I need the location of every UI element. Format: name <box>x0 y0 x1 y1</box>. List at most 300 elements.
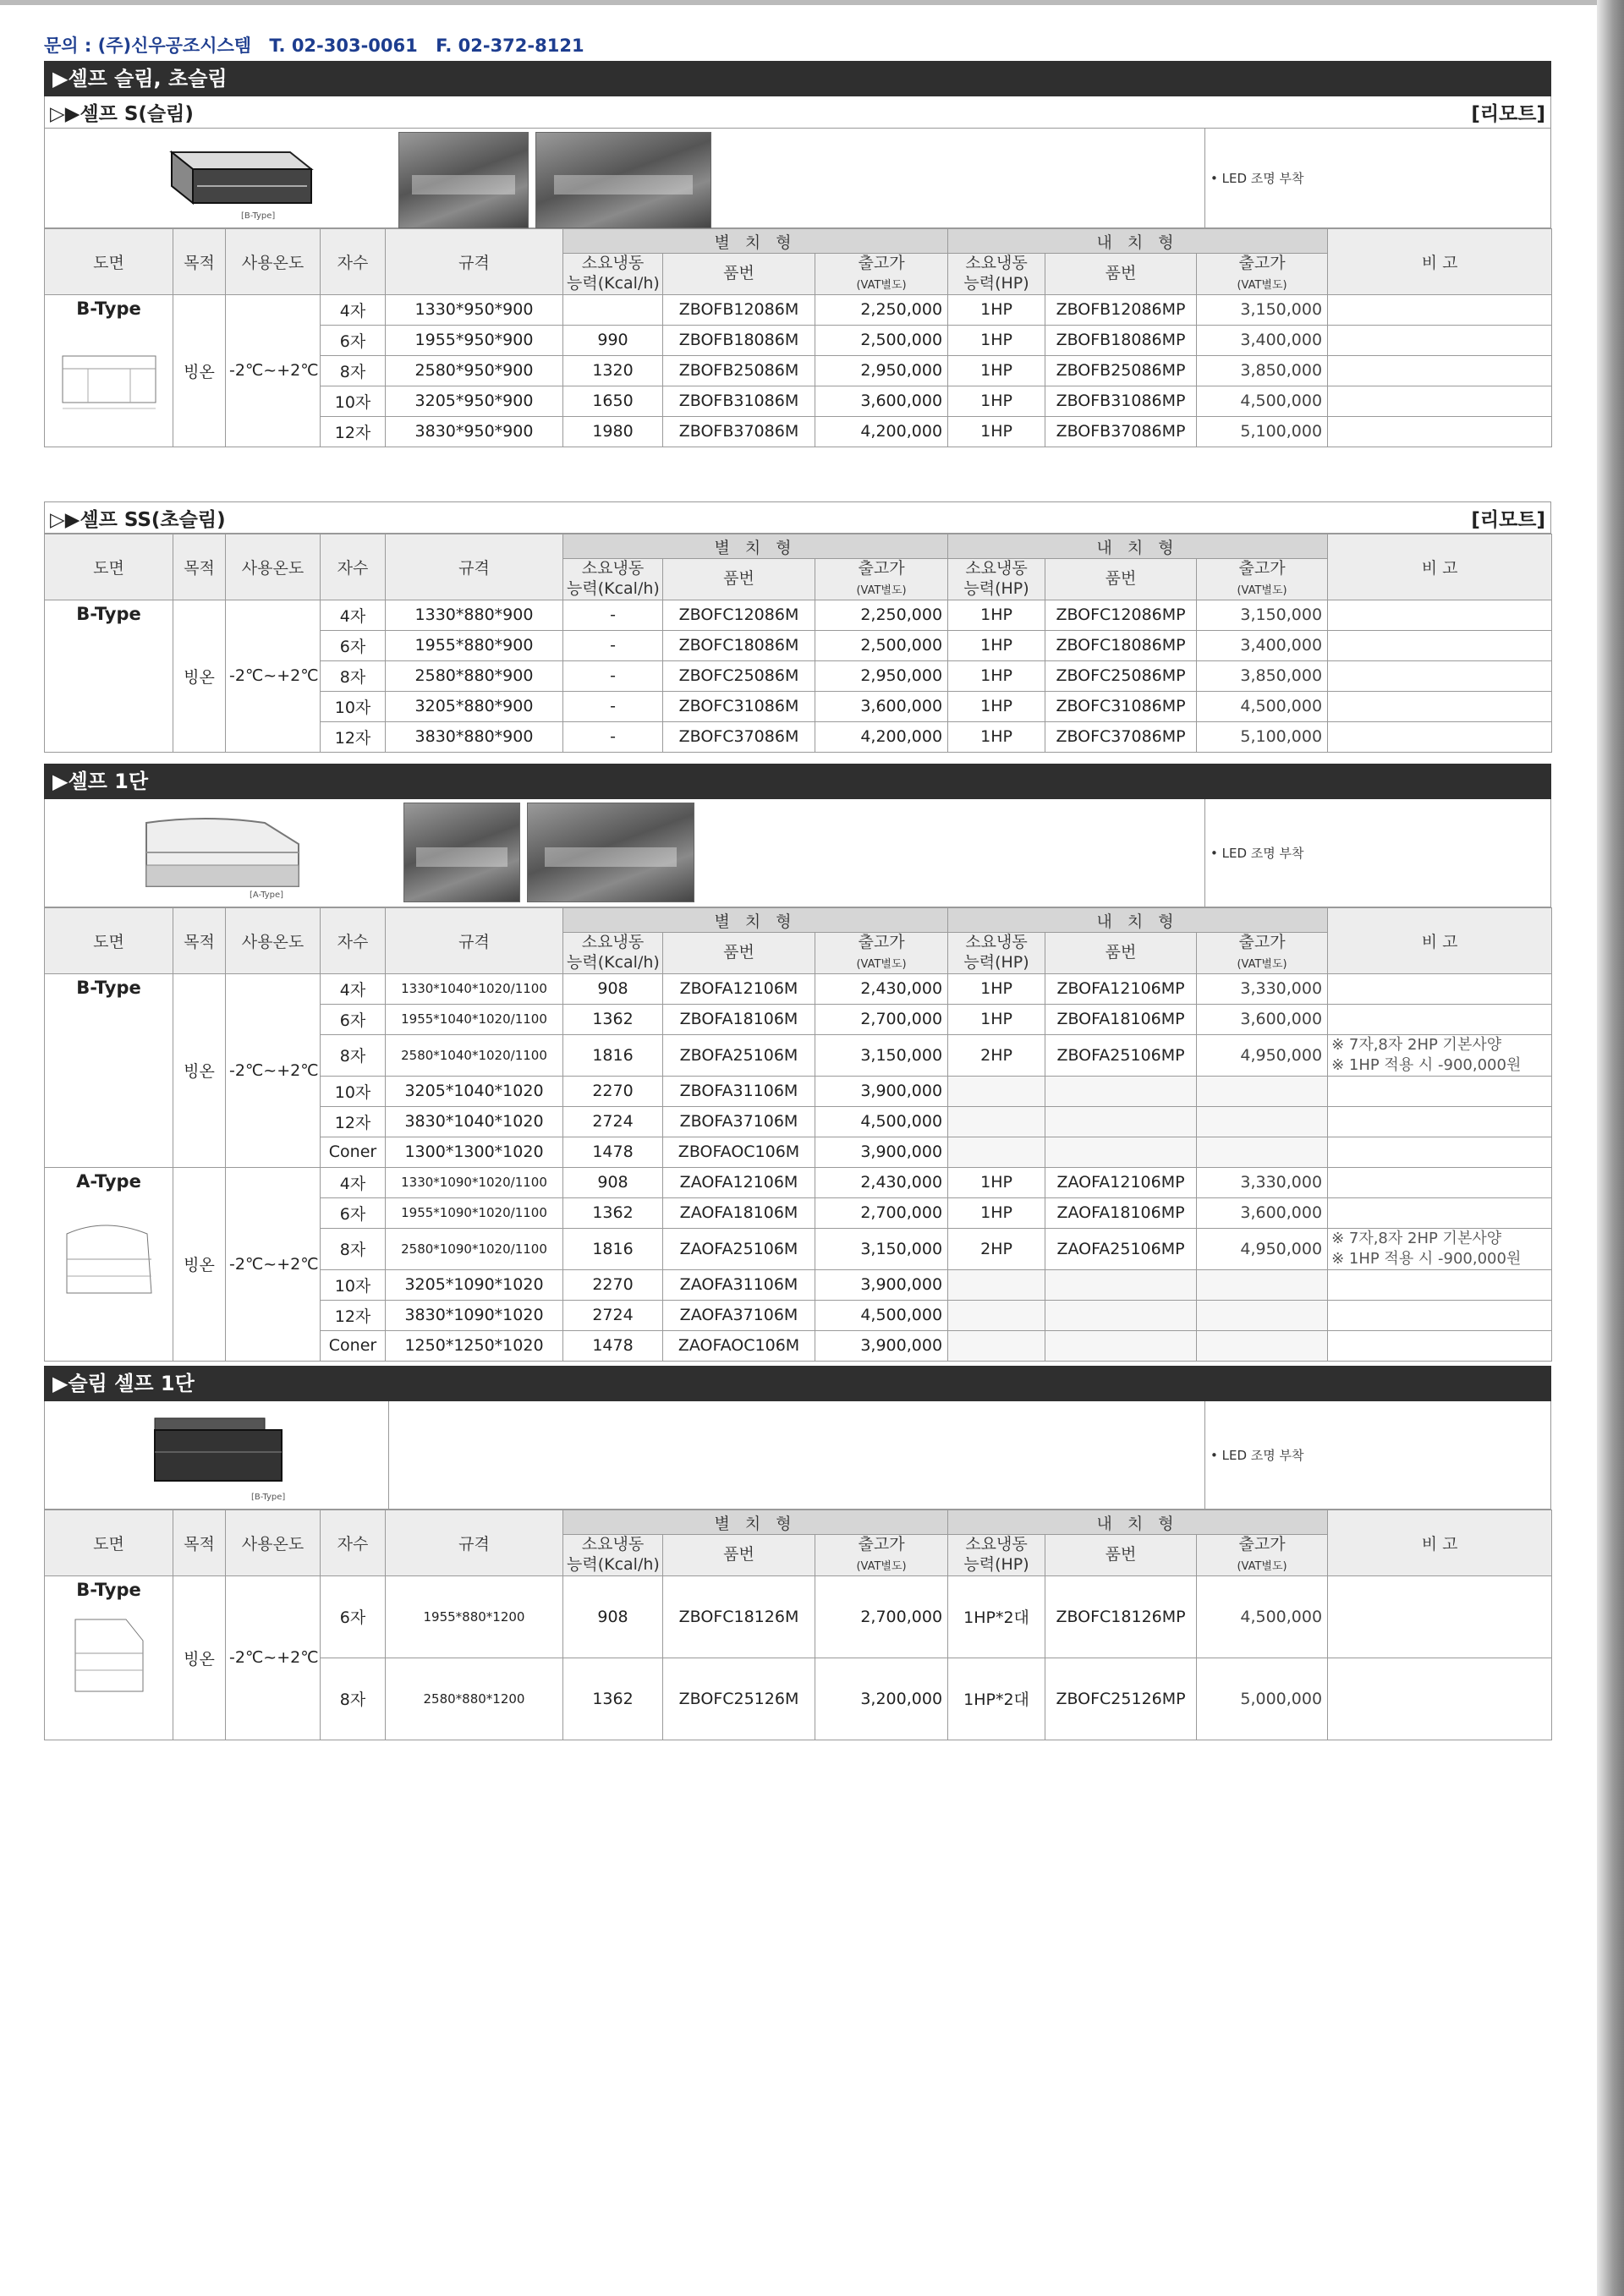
remote-tag: [리모트] <box>1471 103 1545 125</box>
spec-cell: 2580*880*1200 <box>386 1658 563 1740</box>
showcase-drawing-icon <box>129 806 324 901</box>
hp-cell: 1HP <box>948 600 1045 630</box>
col-drawing: 도면 <box>45 229 173 295</box>
note-cell <box>1328 325 1552 355</box>
section-slim-self-1tier <box>44 1366 1551 1740</box>
spec-cell: 1955*1090*1020/1100 <box>386 1197 563 1228</box>
price2-cell: 4,950,000 <box>1197 1034 1328 1076</box>
model-cell: ZBOFB12086M <box>663 294 815 325</box>
hp-cell <box>948 1076 1045 1106</box>
price2-cell <box>1197 1076 1328 1106</box>
size-cell: Coner <box>321 1137 386 1167</box>
hp-cell <box>948 1106 1045 1137</box>
capacity-cell: 1816 <box>563 1228 663 1269</box>
model2-cell: ZBOFB12086MP <box>1045 294 1197 325</box>
hp-cell: 1HP <box>948 386 1045 416</box>
model2-cell: ZBOFC18086MP <box>1045 630 1197 660</box>
hp-cell <box>948 1269 1045 1300</box>
model-cell: ZBOFC37086M <box>663 721 815 752</box>
col-note: 비 고 <box>1328 229 1552 295</box>
price2-cell <box>1197 1106 1328 1137</box>
size-cell: 12자 <box>321 1106 386 1137</box>
group-remote: 별 치 형 <box>563 1510 948 1535</box>
group-remote: 별 치 형 <box>563 534 948 559</box>
model2-cell: ZAOFA12106MP <box>1045 1167 1197 1197</box>
spec-cell: 1300*1300*1020 <box>386 1137 563 1167</box>
temp-cell: -2℃~+2℃ <box>226 973 321 1167</box>
capacity-cell: 908 <box>563 973 663 1004</box>
product-photo <box>527 803 694 902</box>
type-cell: B-Type <box>45 294 173 447</box>
capacity-cell: 2724 <box>563 1300 663 1330</box>
size-cell: 12자 <box>321 721 386 752</box>
capacity-cell: 2724 <box>563 1106 663 1137</box>
price-cell: 2,500,000 <box>815 325 948 355</box>
model2-cell: ZBOFC12086MP <box>1045 600 1197 630</box>
hp-cell: 1HP*2대 <box>948 1575 1045 1658</box>
col-model2: 품번 <box>1045 254 1197 295</box>
price-cell: 3,600,000 <box>815 386 948 416</box>
size-cell: 4자 <box>321 1167 386 1197</box>
price-cell: 4,500,000 <box>815 1300 948 1330</box>
size-cell: 6자 <box>321 1197 386 1228</box>
size-cell: 10자 <box>321 386 386 416</box>
price2-cell: 3,330,000 <box>1197 1167 1328 1197</box>
note-cell <box>1328 600 1552 630</box>
note-cell <box>1328 1300 1552 1330</box>
price-cell: 3,150,000 <box>815 1228 948 1269</box>
size-cell: 8자 <box>321 355 386 386</box>
hp-cell: 1HP <box>948 416 1045 447</box>
spec-cell: 3830*1040*1020 <box>386 1106 563 1137</box>
col-model: 품번 <box>663 1535 815 1576</box>
led-note: • LED 조명 부착 <box>1204 799 1304 907</box>
price-cell: 4,500,000 <box>815 1106 948 1137</box>
price-cell: 3,200,000 <box>815 1658 948 1740</box>
hp-cell: 1HP <box>948 355 1045 386</box>
section-banner: ▶슬림 셀프 1단 <box>44 1366 1551 1401</box>
hp-cell: 1HP <box>948 294 1045 325</box>
led-note: • LED 조명 부착 <box>1204 129 1304 227</box>
model-cell: ZBOFAOC106M <box>663 1137 815 1167</box>
price2-cell: 4,950,000 <box>1197 1228 1328 1269</box>
section-self-1tier <box>44 764 1551 1362</box>
section-drawing-icon <box>58 1607 160 1700</box>
col-purpose: 목적 <box>173 534 226 600</box>
size-cell: 4자 <box>321 294 386 325</box>
model2-cell <box>1045 1330 1197 1361</box>
temp-cell: -2℃~+2℃ <box>226 294 321 447</box>
model-cell: ZBOFC18126M <box>663 1575 815 1658</box>
price-cell: 3,900,000 <box>815 1137 948 1167</box>
note-cell <box>1328 1167 1552 1197</box>
model-cell: ZBOFC12086M <box>663 600 815 630</box>
price-cell: 4,200,000 <box>815 721 948 752</box>
note-cell <box>1328 1137 1552 1167</box>
price-cell: 2,700,000 <box>815 1004 948 1034</box>
type-cell: B-Type <box>45 1575 173 1740</box>
col-hp: 소요냉동 능력(HP) <box>948 254 1045 295</box>
spec-cell: 1955*880*900 <box>386 630 563 660</box>
product-image-row <box>44 129 1551 228</box>
section-banner: ▶셀프 1단 <box>44 764 1551 799</box>
model-cell: ZBOFC18086M <box>663 630 815 660</box>
hp-cell: 1HP <box>948 1167 1045 1197</box>
model2-cell: ZAOFA18106MP <box>1045 1197 1197 1228</box>
spec-cell: 1250*1250*1020 <box>386 1330 563 1361</box>
note-cell <box>1328 1575 1552 1658</box>
note-cell <box>1328 1076 1552 1106</box>
hp-cell: 1HP <box>948 325 1045 355</box>
col-note: 비 고 <box>1328 908 1552 974</box>
product-image-row <box>44 1401 1551 1510</box>
model2-cell: ZBOFB25086MP <box>1045 355 1197 386</box>
capacity-cell: - <box>563 630 663 660</box>
col-size: 자수 <box>321 908 386 974</box>
price2-cell: 5,100,000 <box>1197 721 1328 752</box>
price2-cell: 3,330,000 <box>1197 973 1328 1004</box>
price-cell: 2,430,000 <box>815 1167 948 1197</box>
drawing-label: [A-Type] <box>250 890 284 900</box>
size-cell: 12자 <box>321 1300 386 1330</box>
price2-cell: 5,000,000 <box>1197 1658 1328 1740</box>
group-built-in: 내 치 형 <box>948 229 1328 254</box>
price-table-ss <box>44 534 1552 753</box>
model-cell: ZAOFA25106M <box>663 1228 815 1269</box>
col-model: 품번 <box>663 254 815 295</box>
hp-cell: 1HP <box>948 1004 1045 1034</box>
group-remote: 별 치 형 <box>563 229 948 254</box>
spec-cell: 3205*1040*1020 <box>386 1076 563 1106</box>
price-cell: 4,200,000 <box>815 416 948 447</box>
product-photo <box>398 132 529 228</box>
model-cell: ZBOFA37106M <box>663 1106 815 1137</box>
note-cell: ※ 7자,8자 2HP 기본사양 ※ 1HP 적용 시 -900,000원 <box>1328 1228 1552 1269</box>
subsection-title: ▷▶셀프 SS(초슬림) <box>50 508 226 531</box>
capacity-cell: 2270 <box>563 1269 663 1300</box>
size-cell: Coner <box>321 1330 386 1361</box>
note-cell <box>1328 691 1552 721</box>
col-temp: 사용온도 <box>226 908 321 974</box>
price-table-slim-1tier <box>44 1510 1552 1740</box>
section-self-ultra-slim <box>44 501 1551 753</box>
capacity-cell: 1650 <box>563 386 663 416</box>
model2-cell: ZBOFB37086MP <box>1045 416 1197 447</box>
col-spec: 규격 <box>386 1510 563 1576</box>
capacity-cell: 2270 <box>563 1076 663 1106</box>
drawing-label: [B-Type] <box>241 211 276 221</box>
price2-cell: 3,150,000 <box>1197 600 1328 630</box>
hp-cell <box>948 1300 1045 1330</box>
price-cell: 2,250,000 <box>815 600 948 630</box>
size-cell: 8자 <box>321 1034 386 1076</box>
col-drawing: 도면 <box>45 1510 173 1576</box>
capacity-cell <box>563 294 663 325</box>
col-hp: 소요냉동 능력(HP) <box>948 1535 1045 1576</box>
col-capacity: 소요냉동 능력(Kcal/h) <box>563 254 663 295</box>
capacity-cell: - <box>563 600 663 630</box>
note-cell <box>1328 1106 1552 1137</box>
model2-cell: ZBOFC25126MP <box>1045 1658 1197 1740</box>
subsection-header-s <box>44 96 1551 129</box>
purpose-cell: 빙온 <box>173 1575 226 1740</box>
model2-cell: ZBOFC37086MP <box>1045 721 1197 752</box>
model2-cell <box>1045 1137 1197 1167</box>
col-model2: 품번 <box>1045 559 1197 600</box>
note-cell <box>1328 721 1552 752</box>
temp-cell: -2℃~+2℃ <box>226 600 321 752</box>
col-capacity: 소요냉동 능력(Kcal/h) <box>563 933 663 974</box>
note-cell <box>1328 416 1552 447</box>
col-size: 자수 <box>321 534 386 600</box>
col-spec: 규격 <box>386 534 563 600</box>
model2-cell <box>1045 1300 1197 1330</box>
model-cell: ZAOFA31106M <box>663 1269 815 1300</box>
col-temp: 사용온도 <box>226 229 321 295</box>
col-price: 출고가 (VAT별도) <box>815 254 948 295</box>
note-cell <box>1328 355 1552 386</box>
group-built-in: 내 치 형 <box>948 534 1328 559</box>
spec-cell: 1330*1040*1020/1100 <box>386 973 563 1004</box>
model-cell: ZBOFB25086M <box>663 355 815 386</box>
col-temp: 사용온도 <box>226 1510 321 1576</box>
model-cell: ZBOFB18086M <box>663 325 815 355</box>
model-cell: ZBOFC25086M <box>663 660 815 691</box>
model2-cell <box>1045 1076 1197 1106</box>
remote-tag: [리모트] <box>1471 508 1545 531</box>
hp-cell: 1HP <box>948 691 1045 721</box>
capacity-cell: 908 <box>563 1167 663 1197</box>
price2-cell: 4,500,000 <box>1197 386 1328 416</box>
spec-cell: 2580*880*900 <box>386 660 563 691</box>
col-price2: 출고가 (VAT별도) <box>1197 1535 1328 1576</box>
hp-cell: 1HP <box>948 973 1045 1004</box>
price-cell: 3,150,000 <box>815 1034 948 1076</box>
price2-cell: 3,850,000 <box>1197 660 1328 691</box>
model-cell: ZBOFB37086M <box>663 416 815 447</box>
purpose-cell: 빙온 <box>173 973 226 1167</box>
note-cell <box>1328 1658 1552 1740</box>
price2-cell <box>1197 1330 1328 1361</box>
spec-cell: 2580*950*900 <box>386 355 563 386</box>
col-model: 품번 <box>663 559 815 600</box>
price-cell: 2,430,000 <box>815 973 948 1004</box>
col-model2: 품번 <box>1045 933 1197 974</box>
hp-cell: 1HP <box>948 630 1045 660</box>
size-cell: 6자 <box>321 1575 386 1658</box>
price2-cell: 5,100,000 <box>1197 416 1328 447</box>
price2-cell: 3,600,000 <box>1197 1197 1328 1228</box>
model-cell: ZBOFA31106M <box>663 1076 815 1106</box>
hp-cell <box>948 1137 1045 1167</box>
col-hp: 소요냉동 능력(HP) <box>948 933 1045 974</box>
capacity-cell: 1816 <box>563 1034 663 1076</box>
hp-cell <box>948 1330 1045 1361</box>
size-cell: 4자 <box>321 600 386 630</box>
group-built-in: 내 치 형 <box>948 908 1328 933</box>
col-size: 자수 <box>321 1510 386 1576</box>
purpose-cell: 빙온 <box>173 600 226 752</box>
hp-cell: 2HP <box>948 1034 1045 1076</box>
price-cell: 3,900,000 <box>815 1330 948 1361</box>
col-temp: 사용온도 <box>226 534 321 600</box>
spec-cell: 2580*1090*1020/1100 <box>386 1228 563 1269</box>
note-cell <box>1328 1330 1552 1361</box>
spec-cell: 3205*950*900 <box>386 386 563 416</box>
col-model2: 품번 <box>1045 1535 1197 1576</box>
spec-cell: 1955*880*1200 <box>386 1575 563 1658</box>
model2-cell <box>1045 1106 1197 1137</box>
price2-cell <box>1197 1269 1328 1300</box>
capacity-cell: 908 <box>563 1575 663 1658</box>
note-cell <box>1328 294 1552 325</box>
spec-cell: 3205*1090*1020 <box>386 1269 563 1300</box>
capacity-cell: 1362 <box>563 1004 663 1034</box>
spec-cell: 1955*950*900 <box>386 325 563 355</box>
hp-cell: 1HP*2대 <box>948 1658 1045 1740</box>
section-banner: ▶셀프 슬림, 초슬림 <box>44 61 1551 96</box>
purpose-cell: 빙온 <box>173 294 226 447</box>
model2-cell: ZAOFA25106MP <box>1045 1228 1197 1269</box>
drawing-label: [B-Type] <box>251 1493 286 1502</box>
size-cell: 10자 <box>321 1269 386 1300</box>
price2-cell: 3,850,000 <box>1197 355 1328 386</box>
size-cell: 8자 <box>321 1228 386 1269</box>
col-size: 자수 <box>321 229 386 295</box>
price2-cell: 4,500,000 <box>1197 691 1328 721</box>
spec-cell: 1330*880*900 <box>386 600 563 630</box>
price-cell: 2,950,000 <box>815 355 948 386</box>
model-cell: ZBOFC25126M <box>663 1658 815 1740</box>
spec-cell: 2580*1040*1020/1100 <box>386 1034 563 1076</box>
type-cell: B-Type <box>45 600 173 752</box>
model-cell: ZBOFA25106M <box>663 1034 815 1076</box>
note-cell <box>1328 1197 1552 1228</box>
col-hp: 소요냉동 능력(HP) <box>948 559 1045 600</box>
model-cell: ZBOFA18106M <box>663 1004 815 1034</box>
subsection-title: ▷▶셀프 S(슬림) <box>50 103 194 125</box>
spec-cell: 3205*880*900 <box>386 691 563 721</box>
model-cell: ZBOFB31086M <box>663 386 815 416</box>
model2-cell: ZBOFB31086MP <box>1045 386 1197 416</box>
model-cell: ZAOFA37106M <box>663 1300 815 1330</box>
contact-fax: F. 02-372-8121 <box>436 36 584 56</box>
hp-cell: 2HP <box>948 1228 1045 1269</box>
size-cell: 12자 <box>321 416 386 447</box>
capacity-cell: 1478 <box>563 1137 663 1167</box>
type-cell: A-Type <box>45 1167 173 1361</box>
col-capacity: 소요냉동 능력(Kcal/h) <box>563 1535 663 1576</box>
col-drawing: 도면 <box>45 534 173 600</box>
col-model: 품번 <box>663 933 815 974</box>
price-table-s <box>44 228 1552 447</box>
price2-cell: 3,400,000 <box>1197 325 1328 355</box>
model-cell: ZBOFA12106M <box>663 973 815 1004</box>
group-built-in: 내 치 형 <box>948 1510 1328 1535</box>
col-drawing: 도면 <box>45 908 173 974</box>
spec-cell: 3830*950*900 <box>386 416 563 447</box>
size-cell: 4자 <box>321 973 386 1004</box>
section-drawing-icon <box>54 331 164 415</box>
col-note: 비 고 <box>1328 1510 1552 1576</box>
hp-cell: 1HP <box>948 721 1045 752</box>
temp-cell: -2℃~+2℃ <box>226 1575 321 1740</box>
note-cell <box>1328 1004 1552 1034</box>
price2-cell: 3,400,000 <box>1197 630 1328 660</box>
size-cell: 6자 <box>321 1004 386 1034</box>
price-cell: 2,500,000 <box>815 630 948 660</box>
led-note: • LED 조명 부착 <box>1204 1401 1304 1509</box>
contact-line <box>44 32 596 58</box>
model2-cell: ZBOFC31086MP <box>1045 691 1197 721</box>
col-spec: 규격 <box>386 229 563 295</box>
note-cell <box>1328 630 1552 660</box>
col-purpose: 목적 <box>173 229 226 295</box>
model-cell: ZAOFAOC106M <box>663 1330 815 1361</box>
model-cell: ZAOFA12106M <box>663 1167 815 1197</box>
capacity-cell: - <box>563 660 663 691</box>
col-capacity: 소요냉동 능력(Kcal/h) <box>563 559 663 600</box>
temp-cell: -2℃~+2℃ <box>226 1167 321 1361</box>
type-cell: B-Type <box>45 973 173 1167</box>
price2-cell <box>1197 1137 1328 1167</box>
col-purpose: 목적 <box>173 908 226 974</box>
col-note: 비 고 <box>1328 534 1552 600</box>
spec-cell: 3830*1090*1020 <box>386 1300 563 1330</box>
model2-cell: ZBOFB18086MP <box>1045 325 1197 355</box>
col-purpose: 목적 <box>173 1510 226 1576</box>
col-price: 출고가 (VAT별도) <box>815 933 948 974</box>
section-self-slim <box>44 61 1551 447</box>
capacity-cell: 1980 <box>563 416 663 447</box>
price2-cell <box>1197 1300 1328 1330</box>
note-cell <box>1328 973 1552 1004</box>
product-photo <box>403 803 520 902</box>
capacity-cell: - <box>563 691 663 721</box>
capacity-cell: 1362 <box>563 1197 663 1228</box>
model-cell: ZBOFC31086M <box>663 691 815 721</box>
capacity-cell: 1478 <box>563 1330 663 1361</box>
size-cell: 6자 <box>321 630 386 660</box>
size-cell: 6자 <box>321 325 386 355</box>
price-cell: 2,950,000 <box>815 660 948 691</box>
price-table-1tier <box>44 907 1552 1362</box>
product-image-row <box>44 799 1551 907</box>
group-remote: 별 치 형 <box>563 908 948 933</box>
note-cell: ※ 7자,8자 2HP 기본사양 ※ 1HP 적용 시 -900,000원 <box>1328 1034 1552 1076</box>
hp-cell: 1HP <box>948 1197 1045 1228</box>
capacity-cell: - <box>563 721 663 752</box>
size-cell: 10자 <box>321 1076 386 1106</box>
price-cell: 3,600,000 <box>815 691 948 721</box>
note-cell <box>1328 660 1552 691</box>
capacity-cell: 1362 <box>563 1658 663 1740</box>
price2-cell: 3,150,000 <box>1197 294 1328 325</box>
note-cell <box>1328 1269 1552 1300</box>
model2-cell: ZBOFA18106MP <box>1045 1004 1197 1034</box>
spec-cell: 1330*950*900 <box>386 294 563 325</box>
spec-cell: 1330*1090*1020/1100 <box>386 1167 563 1197</box>
contact-tel: T. 02-303-0061 <box>269 36 418 56</box>
col-price: 출고가 (VAT별도) <box>815 559 948 600</box>
price2-cell: 3,600,000 <box>1197 1004 1328 1034</box>
col-price2: 출고가 (VAT별도) <box>1197 254 1328 295</box>
col-price: 출고가 (VAT별도) <box>815 1535 948 1576</box>
size-cell: 8자 <box>321 660 386 691</box>
model2-cell: ZBOFC25086MP <box>1045 660 1197 691</box>
price2-cell: 4,500,000 <box>1197 1575 1328 1658</box>
model2-cell: ZBOFA12106MP <box>1045 973 1197 1004</box>
